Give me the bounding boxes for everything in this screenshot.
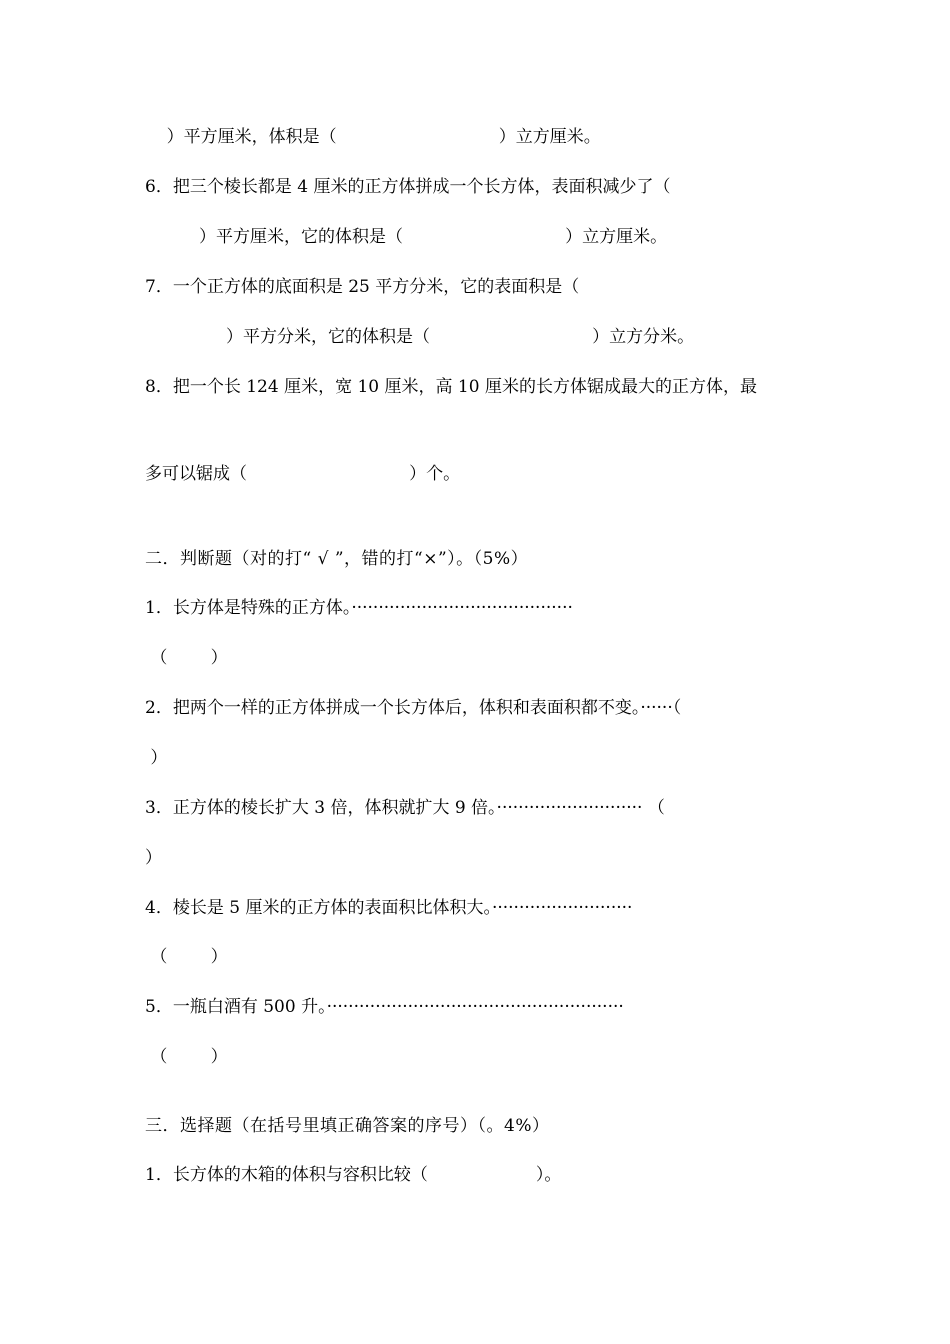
q8-continuation: 多可以锯成（ ）个。 (145, 464, 461, 484)
judge-answer-1: （ ） (145, 648, 228, 668)
section-heading-choice: 三．选择题（在括号里填正确答案的序号）（。4%） (145, 1116, 550, 1136)
judge-answer-2: ） (145, 748, 168, 768)
judge-question-2: 2．把两个一样的正方体拼成一个长方体后，体积和表面积都不变。······（ (145, 698, 682, 718)
judge-answer-5: （ ） (145, 1047, 228, 1067)
choice-question-1: 1．长方体的木箱的体积与容积比较（ ）。 (145, 1165, 562, 1185)
judge-question-1: 1．长方体是特殊的正方体。········································· (145, 598, 573, 618)
fill-question-6: 6．把三个棱长都是 4 厘米的正方体拼成一个长方体，表面积减少了（ (145, 177, 671, 197)
fill-question-8: 8．把一个长 124 厘米，宽 10 厘米，高 10 厘米的长方体锯成最大的正方体，最 (145, 377, 757, 397)
judge-answer-4: （ ） (145, 947, 228, 967)
judge-question-3: 3．正方体的棱长扩大 3 倍，体积就扩大 9 倍。··························· （ (145, 798, 665, 818)
judge-answer-3: ） (145, 848, 162, 868)
section-heading-judgement: 二．判断题（对的打“ √ ”，错的打“×”）。（5%） (145, 549, 529, 569)
judge-question-4: 4．棱长是 5 厘米的正方体的表面积比体积大。·························· (145, 898, 633, 918)
q6-continuation: ）平方厘米，它的体积是（ ）立方厘米。 (145, 227, 668, 247)
q7-continuation: ）平方分米，它的体积是（ ）立方分米。 (145, 327, 695, 347)
judge-question-5: 5．一瓶白酒有 500 升。······················································· (145, 997, 624, 1017)
q5-continuation: ）平方厘米，体积是（ ）立方厘米。 (145, 127, 601, 147)
fill-question-7: 7．一个正方体的底面积是 25 平方分米，它的表面积是（ (145, 277, 580, 297)
